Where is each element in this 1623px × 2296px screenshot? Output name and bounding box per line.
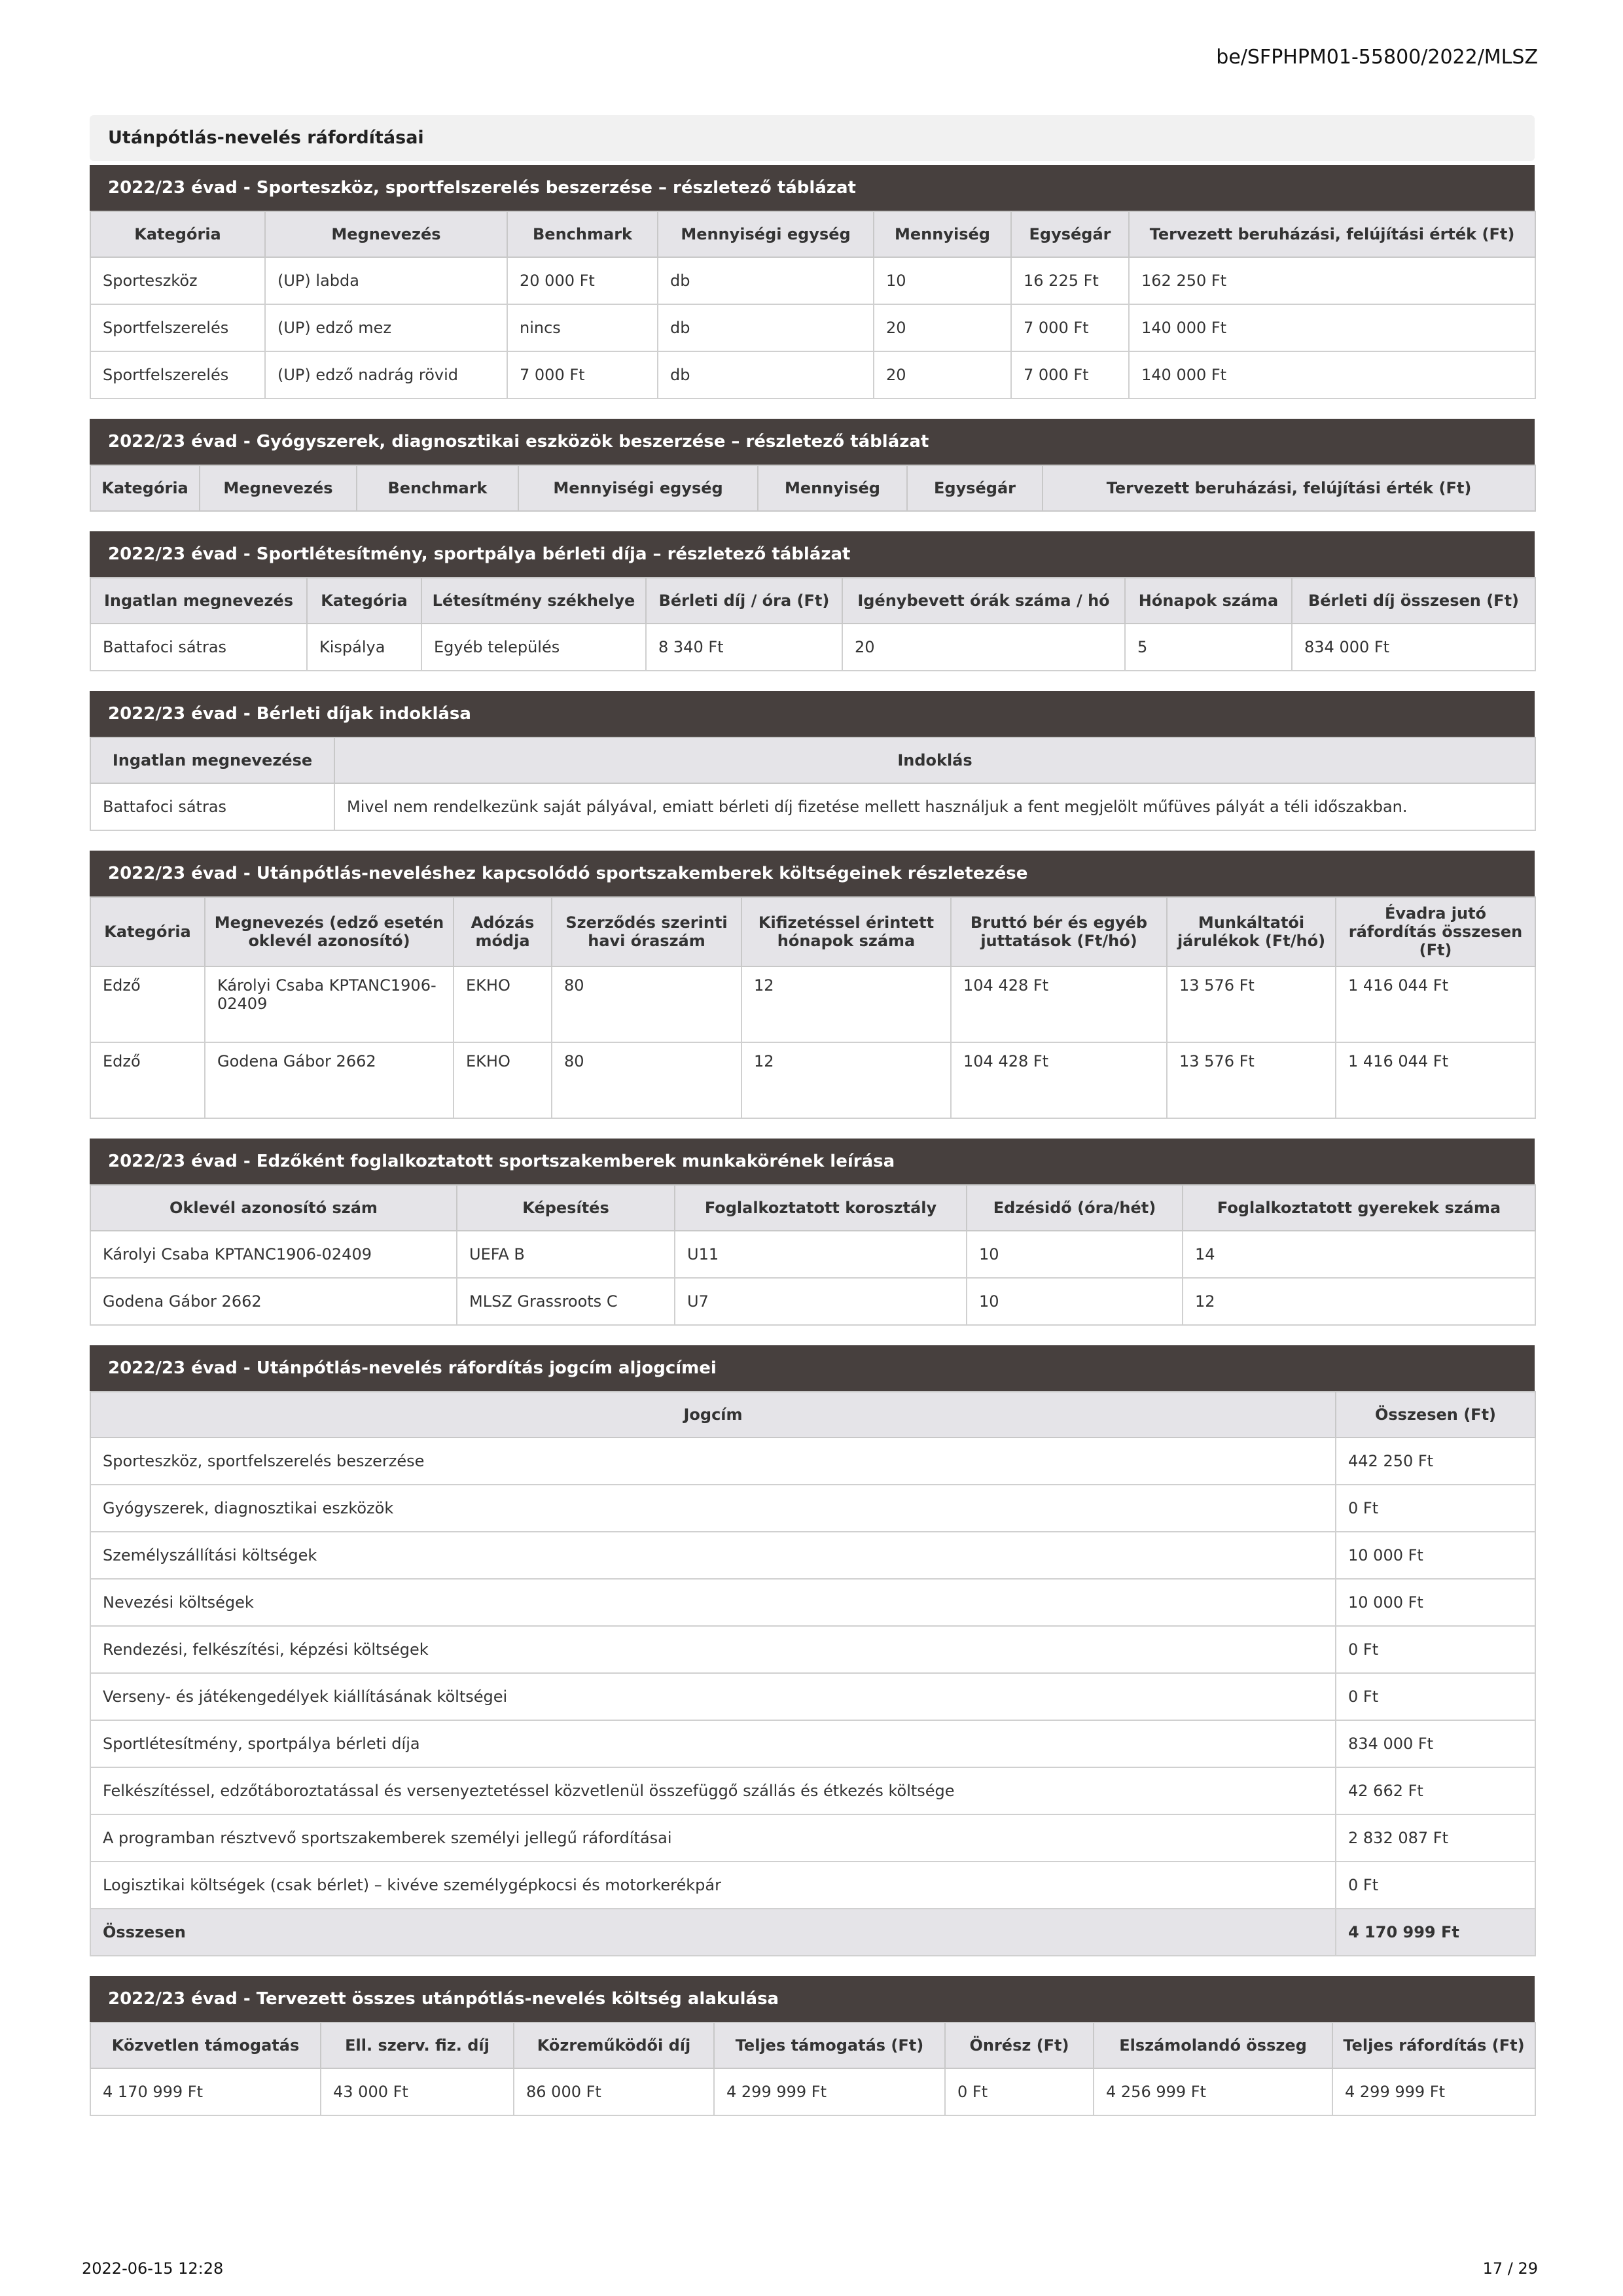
column-header: Tervezett beruházási, felújítási érték (Ft) [1043, 465, 1535, 511]
table-cell: U7 [675, 1278, 967, 1325]
table-cell: Edző [90, 1042, 205, 1118]
table-cell: 140 000 Ft [1129, 304, 1535, 351]
column-header: Benchmark [507, 211, 658, 257]
table-cell: Godena Gábor 2662 [205, 1042, 454, 1118]
table-cell: 20 000 Ft [507, 257, 658, 304]
table-cell: Mivel nem rendelkezünk saját pályával, emiatt bérleti díj fizetése mellett használjuk a fent megjelölt műfüves pályát a téli időszakban. [334, 783, 1535, 830]
column-header: Megnevezés (edző esetén oklevél azonosító) [205, 897, 454, 966]
table-row [90, 1626, 1535, 1673]
table-cell: 4 170 999 Ft [90, 2068, 321, 2115]
table-cell: UEFA B [457, 1231, 675, 1278]
column-header: Ingatlan megnevezése [90, 737, 334, 783]
document-id: be/SFPHPM01-55800/2022/MLSZ [1216, 46, 1538, 69]
table-cell: 834 000 Ft [1292, 624, 1535, 671]
table-cell: Edző [90, 966, 205, 1042]
column-header: Bruttó bér és egyéb juttatások (Ft/hó) [951, 897, 1167, 966]
data-table [90, 465, 1536, 512]
column-header: Hónapok száma [1125, 578, 1292, 624]
table-cell: 7 000 Ft [1011, 351, 1129, 398]
table-cell: 4 256 999 Ft [1094, 2068, 1332, 2115]
tables-container [90, 165, 1535, 2116]
column-header: Munkáltatói járulékok (Ft/hó) [1167, 897, 1336, 966]
table-block-3 [90, 531, 1535, 671]
table-row [90, 966, 1535, 1042]
column-header: Igénybevett órák száma / hó [842, 578, 1125, 624]
table-cell: 20 [842, 624, 1125, 671]
table-cell: Logisztikai költségek (csak bérlet) – kivéve személygépkocsi és motorkerékpár [90, 1862, 1336, 1909]
column-header: Mennyiségi egység [658, 211, 874, 257]
table-cell: Sporteszköz, sportfelszerelés beszerzése [90, 1438, 1336, 1485]
column-header: Mennyiség [758, 465, 907, 511]
table-cell: 20 [874, 351, 1011, 398]
table-row [90, 1278, 1535, 1325]
table-cell: Sportfelszerelés [90, 304, 265, 351]
data-table [90, 211, 1536, 399]
table-cell: 13 576 Ft [1167, 1042, 1336, 1118]
table-block-6 [90, 1139, 1535, 1326]
table-cell: 7 000 Ft [507, 351, 658, 398]
table-cell: 14 [1183, 1231, 1535, 1278]
table-row [90, 1532, 1535, 1579]
table-cell: EKHO [454, 966, 552, 1042]
column-header: Kifizetéssel érintett hónapok száma [741, 897, 951, 966]
table-cell: 12 [741, 1042, 951, 1118]
table-cell: Verseny- és játékengedélyek kiállításának költségei [90, 1673, 1336, 1720]
column-header: Mennyiség [874, 211, 1011, 257]
table-title: 2022/23 évad - Utánpótlás-nevelés ráfordítás jogcím aljogcímei [90, 1345, 1535, 1391]
column-header: Benchmark [357, 465, 518, 511]
column-header: Évadra jutó ráfordítás összesen (Ft) [1336, 897, 1535, 966]
table-cell: 10 000 Ft [1336, 1532, 1535, 1579]
table-cell: 1 416 044 Ft [1336, 966, 1535, 1042]
table-cell: 20 [874, 304, 1011, 351]
table-cell: Sportfelszerelés [90, 351, 265, 398]
column-header: Kategória [90, 211, 265, 257]
table-cell: 140 000 Ft [1129, 351, 1535, 398]
table-block-8 [90, 1976, 1535, 2116]
table-row [90, 624, 1535, 671]
table-cell: EKHO [454, 1042, 552, 1118]
main-content [90, 115, 1535, 2116]
table-cell: 0 Ft [1336, 1673, 1535, 1720]
table-row [90, 1231, 1535, 1278]
table-cell: 13 576 Ft [1167, 966, 1336, 1042]
table-cell: 86 000 Ft [514, 2068, 714, 2115]
column-header: Teljes ráfordítás (Ft) [1332, 2022, 1535, 2068]
column-header: Egységár [1011, 211, 1129, 257]
column-header: Kategória [307, 578, 421, 624]
table-cell: (UP) edző nadrág rövid [265, 351, 507, 398]
table-title: 2022/23 évad - Utánpótlás-neveléshez kapcsolódó sportszakemberek költségeinek részletezése [90, 851, 1535, 896]
table-cell: Személyszállítási költségek [90, 1532, 1336, 1579]
table-block-7 [90, 1345, 1535, 1956]
table-cell: 442 250 Ft [1336, 1438, 1535, 1485]
column-header: Foglalkoztatott gyerekek száma [1183, 1185, 1535, 1231]
table-row [90, 2068, 1535, 2115]
table-cell: db [658, 304, 874, 351]
column-header: Mennyiségi egység [518, 465, 758, 511]
table-block-1 [90, 165, 1535, 399]
column-header: Kategória [90, 897, 205, 966]
table-title: 2022/23 évad - Bérleti díjak indoklása [90, 691, 1535, 737]
column-header: Edzésidő (óra/hét) [967, 1185, 1183, 1231]
column-header: Foglalkoztatott korosztály [675, 1185, 967, 1231]
column-header: Bérleti díj / óra (Ft) [646, 578, 842, 624]
table-cell: 1 416 044 Ft [1336, 1042, 1535, 1118]
table-title: 2022/23 évad - Sporteszköz, sportfelszerelés beszerzése – részletező táblázat [90, 165, 1535, 211]
table-cell: MLSZ Grassroots C [457, 1278, 675, 1325]
column-header: Elszámolandó összeg [1094, 2022, 1332, 2068]
table-row [90, 1673, 1535, 1720]
column-header: Bérleti díj összesen (Ft) [1292, 578, 1535, 624]
section-title: Utánpótlás-nevelés ráfordításai [90, 115, 1535, 161]
table-row [90, 1438, 1535, 1485]
table-cell: 0 Ft [1336, 1485, 1535, 1532]
column-header: Indoklás [334, 737, 1535, 783]
footer-page-number: 17 / 29 [1482, 2259, 1538, 2278]
table-cell: Sporteszköz [90, 257, 265, 304]
table-cell: Károlyi Csaba KPTANC1906-02409 [205, 966, 454, 1042]
column-header: Teljes támogatás (Ft) [714, 2022, 945, 2068]
table-row [90, 257, 1535, 304]
table-cell: 104 428 Ft [951, 1042, 1167, 1118]
table-cell: (UP) edző mez [265, 304, 507, 351]
table-cell: 80 [552, 1042, 741, 1118]
table-cell: Károlyi Csaba KPTANC1906-02409 [90, 1231, 457, 1278]
table-title: 2022/23 évad - Sportlétesítmény, sportpálya bérleti díja – részletező táblázat [90, 531, 1535, 577]
total-row [90, 1909, 1535, 1956]
column-header: Ell. szerv. fiz. díj [321, 2022, 514, 2068]
table-cell: 10 [967, 1231, 1183, 1278]
column-header: Közvetlen támogatás [90, 2022, 321, 2068]
table-cell: Battafoci sátras [90, 783, 334, 830]
table-cell: 10 000 Ft [1336, 1579, 1535, 1626]
table-cell: 4 299 999 Ft [1332, 2068, 1535, 2115]
table-cell: 0 Ft [945, 2068, 1094, 2115]
footer-date: 2022-06-15 12:28 [82, 2259, 224, 2278]
table-row [90, 783, 1535, 830]
column-header: Adózás módja [454, 897, 552, 966]
table-cell: Godena Gábor 2662 [90, 1278, 457, 1325]
table-cell: Egyéb település [421, 624, 646, 671]
column-header: Kategória [90, 465, 200, 511]
total-label: Összesen [90, 1909, 1336, 1956]
table-row [90, 1767, 1535, 1814]
table-cell: 80 [552, 966, 741, 1042]
table-cell: 0 Ft [1336, 1862, 1535, 1909]
data-table [90, 2022, 1536, 2116]
column-header: Közreműködői díj [514, 2022, 714, 2068]
table-cell: Gyógyszerek, diagnosztikai eszközök [90, 1485, 1336, 1532]
column-header: Összesen (Ft) [1336, 1392, 1535, 1438]
data-table [90, 1184, 1536, 1326]
column-header: Megnevezés [200, 465, 357, 511]
table-cell: Felkészítéssel, edzőtáboroztatással és versenyeztetéssel közvetlenül összefüggő szállás és étkezés költsége [90, 1767, 1336, 1814]
table-row [90, 1579, 1535, 1626]
table-block-5 [90, 851, 1535, 1119]
table-cell: Nevezési költségek [90, 1579, 1336, 1626]
table-cell: 2 832 087 Ft [1336, 1814, 1535, 1862]
table-cell: 7 000 Ft [1011, 304, 1129, 351]
total-value: 4 170 999 Ft [1336, 1909, 1535, 1956]
table-row [90, 1485, 1535, 1532]
table-cell: db [658, 257, 874, 304]
table-cell: Sportlétesítmény, sportpálya bérleti díja [90, 1720, 1336, 1767]
data-table [90, 896, 1536, 1119]
table-cell: (UP) labda [265, 257, 507, 304]
table-title: 2022/23 évad - Edzőként foglalkoztatott sportszakemberek munkakörének leírása [90, 1139, 1535, 1184]
column-header: Képesítés [457, 1185, 675, 1231]
table-cell: Kispálya [307, 624, 421, 671]
data-table [90, 577, 1536, 671]
table-block-4 [90, 691, 1535, 831]
table-block-2 [90, 419, 1535, 512]
table-cell: Rendezési, felkészítési, képzési költségek [90, 1626, 1336, 1673]
column-header: Egységár [907, 465, 1043, 511]
table-row [90, 1720, 1535, 1767]
table-cell: 4 299 999 Ft [714, 2068, 945, 2115]
table-cell: db [658, 351, 874, 398]
table-cell: 834 000 Ft [1336, 1720, 1535, 1767]
table-cell: Battafoci sátras [90, 624, 307, 671]
data-table [90, 737, 1536, 831]
table-title: 2022/23 évad - Tervezett összes utánpótlás-nevelés költség alakulása [90, 1976, 1535, 2022]
table-cell: 12 [1183, 1278, 1535, 1325]
column-header: Szerződés szerinti havi óraszám [552, 897, 741, 966]
table-cell: U11 [675, 1231, 967, 1278]
column-header: Oklevél azonosító szám [90, 1185, 457, 1231]
table-cell: 43 000 Ft [321, 2068, 514, 2115]
column-header: Önrész (Ft) [945, 2022, 1094, 2068]
column-header: Megnevezés [265, 211, 507, 257]
table-cell: 16 225 Ft [1011, 257, 1129, 304]
table-cell: 5 [1125, 624, 1292, 671]
table-row [90, 304, 1535, 351]
table-cell: 104 428 Ft [951, 966, 1167, 1042]
table-cell: 12 [741, 966, 951, 1042]
table-cell: 162 250 Ft [1129, 257, 1535, 304]
data-table [90, 1391, 1536, 1956]
table-cell: nincs [507, 304, 658, 351]
column-header: Létesítmény székhelye [421, 578, 646, 624]
table-row [90, 1862, 1535, 1909]
table-row [90, 351, 1535, 398]
column-header: Jogcím [90, 1392, 1336, 1438]
table-cell: 10 [967, 1278, 1183, 1325]
column-header: Tervezett beruházási, felújítási érték (Ft) [1129, 211, 1535, 257]
table-cell: 10 [874, 257, 1011, 304]
table-row [90, 1814, 1535, 1862]
column-header: Ingatlan megnevezés [90, 578, 307, 624]
table-cell: 42 662 Ft [1336, 1767, 1535, 1814]
table-row [90, 1042, 1535, 1118]
table-title: 2022/23 évad - Gyógyszerek, diagnosztikai eszközök beszerzése – részletező táblázat [90, 419, 1535, 465]
table-cell: A programban résztvevő sportszakemberek személyi jellegű ráfordításai [90, 1814, 1336, 1862]
table-cell: 0 Ft [1336, 1626, 1535, 1673]
table-cell: 8 340 Ft [646, 624, 842, 671]
